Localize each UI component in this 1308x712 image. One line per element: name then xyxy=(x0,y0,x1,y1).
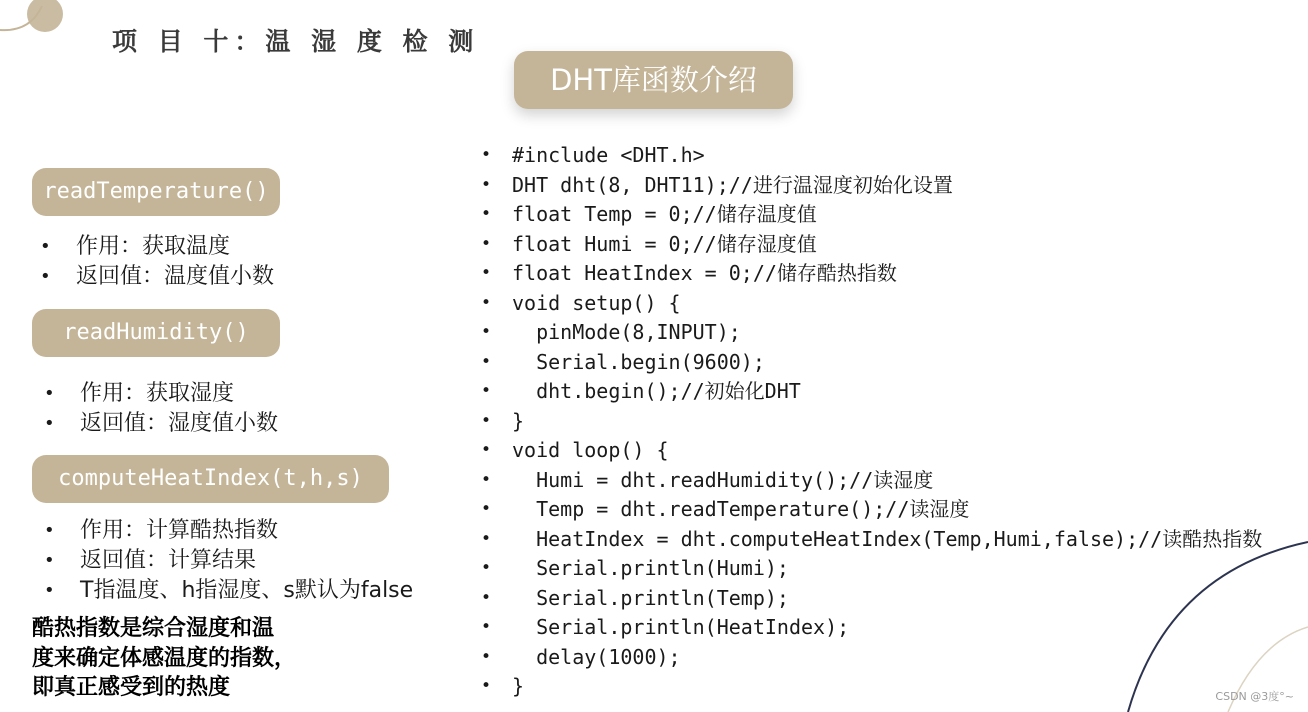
bullet-item: • 返回值：湿度值小数 xyxy=(36,409,278,439)
read-humidity-bullets xyxy=(36,379,278,439)
note-line: 即真正感受到的热度 xyxy=(32,675,231,700)
code-line: • dht.begin();//初始化DHT xyxy=(479,377,1262,407)
code-line: • Serial.println(HeatIndex); xyxy=(479,613,1262,643)
read-temperature-bullets xyxy=(32,232,274,292)
heat-index-note xyxy=(32,614,332,703)
bullet-item: • T指温度、h指湿度、s默认为false xyxy=(36,576,413,606)
function-pill-read-temperature: readTemperature() xyxy=(32,168,280,216)
corner-decoration-top-left xyxy=(0,0,120,60)
project-title: 项 目 十：温 湿 度 检 测 xyxy=(112,27,480,56)
code-line: • #include <DHT.h> xyxy=(479,141,1262,171)
code-line: • Humi = dht.readHumidity();//读湿度 xyxy=(479,466,1262,496)
code-line: • Serial.println(Humi); xyxy=(479,554,1262,584)
code-line: • float Humi = 0;//储存湿度值 xyxy=(479,230,1262,260)
code-line: • float Temp = 0;//储存温度值 xyxy=(479,200,1262,230)
bullet-item: • 返回值：计算结果 xyxy=(36,546,413,576)
code-line: • } xyxy=(479,672,1262,702)
code-line: • delay(1000); xyxy=(479,643,1262,673)
code-line: • pinMode(8,INPUT); xyxy=(479,318,1262,348)
code-line: • void loop() { xyxy=(479,436,1262,466)
bullet-item: • 作用：获取温度 xyxy=(32,232,274,262)
function-pill-read-humidity: readHumidity() xyxy=(32,309,280,357)
code-line: • HeatIndex = dht.computeHeatIndex(Temp,Humi,false);//读酷热指数 xyxy=(479,525,1262,555)
code-line: • } xyxy=(479,407,1262,437)
code-line: • void setup() { xyxy=(479,289,1262,319)
slide-title: DHT库函数介绍 xyxy=(514,51,793,109)
code-listing xyxy=(479,141,1262,702)
code-line: • float HeatIndex = 0;//储存酷热指数 xyxy=(479,259,1262,289)
compute-heat-index-bullets xyxy=(36,516,413,606)
watermark: CSDN @3度°~ xyxy=(1215,690,1294,703)
function-pill-compute-heat-index: computeHeatIndex(t,h,s) xyxy=(32,455,389,503)
note-line: 酷热指数是综合湿度和温 xyxy=(32,616,275,641)
code-line: • Serial.begin(9600); xyxy=(479,348,1262,378)
bullet-item: • 作用：计算酷热指数 xyxy=(36,516,413,546)
code-line: • Temp = dht.readTemperature();//读湿度 xyxy=(479,495,1262,525)
code-line: • DHT dht(8, DHT11);//进行温湿度初始化设置 xyxy=(479,171,1262,201)
bullet-item: • 作用：获取湿度 xyxy=(36,379,278,409)
code-line: • Serial.println(Temp); xyxy=(479,584,1262,614)
bullet-item: • 返回值：温度值小数 xyxy=(32,262,274,292)
note-line: 度来确定体感温度的指数， xyxy=(32,645,297,671)
